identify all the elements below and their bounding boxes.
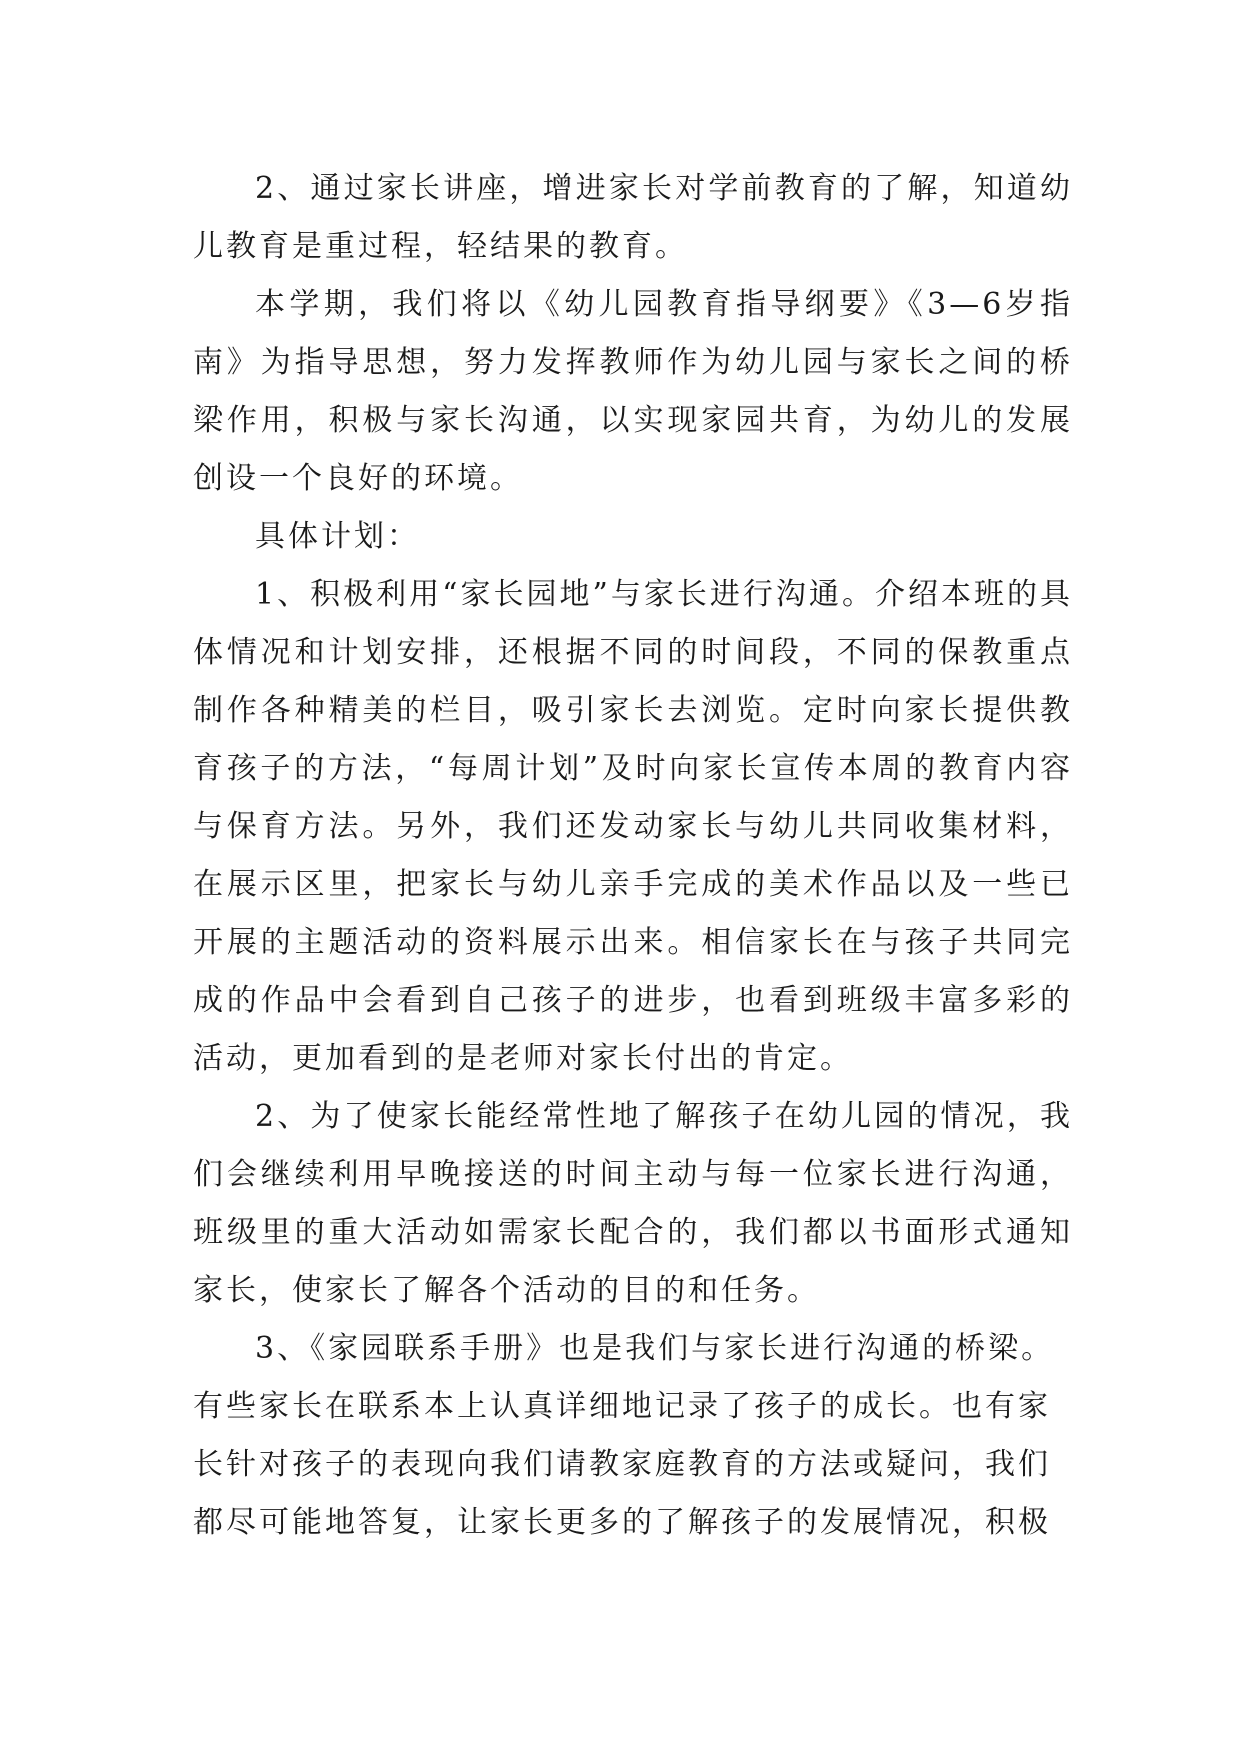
document-body bbox=[193, 160, 1073, 1552]
paragraph-plan-item-2: 2、为了使家长能经常性地了解孩子在幼儿园的情况，我们会继续利用早晚接送的时间主动与每一位家长进行沟通，班级里的重大活动如需家长配合的，我们都以书面形式通知家长，使家长了解各个活动的目的和任务。 bbox=[193, 1099, 1073, 1308]
paragraph-plan-item-3: 3、《家园联系手册》也是我们与家长进行沟通的桥梁。有些家长在联系本上认真详细地记录了孩子的成长。也有家长针对孩子的表现向我们请教家庭教育的方法或疑问，我们都尽可能地答复，让家长更多的了解孩子的发展情况，积极 bbox=[193, 1331, 1055, 1540]
paragraph-semester-intro: 本学期，我们将以《幼儿园教育指导纲要》《3—6岁指南》为指导思想，努力发挥教师作为幼儿园与家长之间的桥梁作用，积极与家长沟通，以实现家园共育，为幼儿的发展创设一个良好的环境。 bbox=[193, 287, 1073, 496]
paragraph-plan-heading: 具体计划： bbox=[255, 519, 420, 554]
paragraph-lecture-goal: 2、通过家长讲座，增进家长对学前教育的了解，知道幼儿教育是重过程，轻结果的教育。 bbox=[193, 171, 1073, 264]
paragraph-plan-item-1: 1、积极利用“家长园地”与家长进行沟通。介绍本班的具体情况和计划安排，还根据不同的时间段，不同的保教重点制作各种精美的栏目，吸引家长去浏览。定时向家长提供教育孩子的方法，“每周计划”及时向家长宣传本周的教育内容与保育方法。另外，我们还发动家长与幼儿共同收集材料，在展示区里，把家长与幼儿亲手完成的美术作品以及一些已开展的主题活动的资料展示出来。相信家长在与孩子共同完成的作品中会看到自己孩子的进步，也看到班级丰富多彩的活动，更加看到的是老师对家长付出的肯定。 bbox=[193, 577, 1073, 1076]
